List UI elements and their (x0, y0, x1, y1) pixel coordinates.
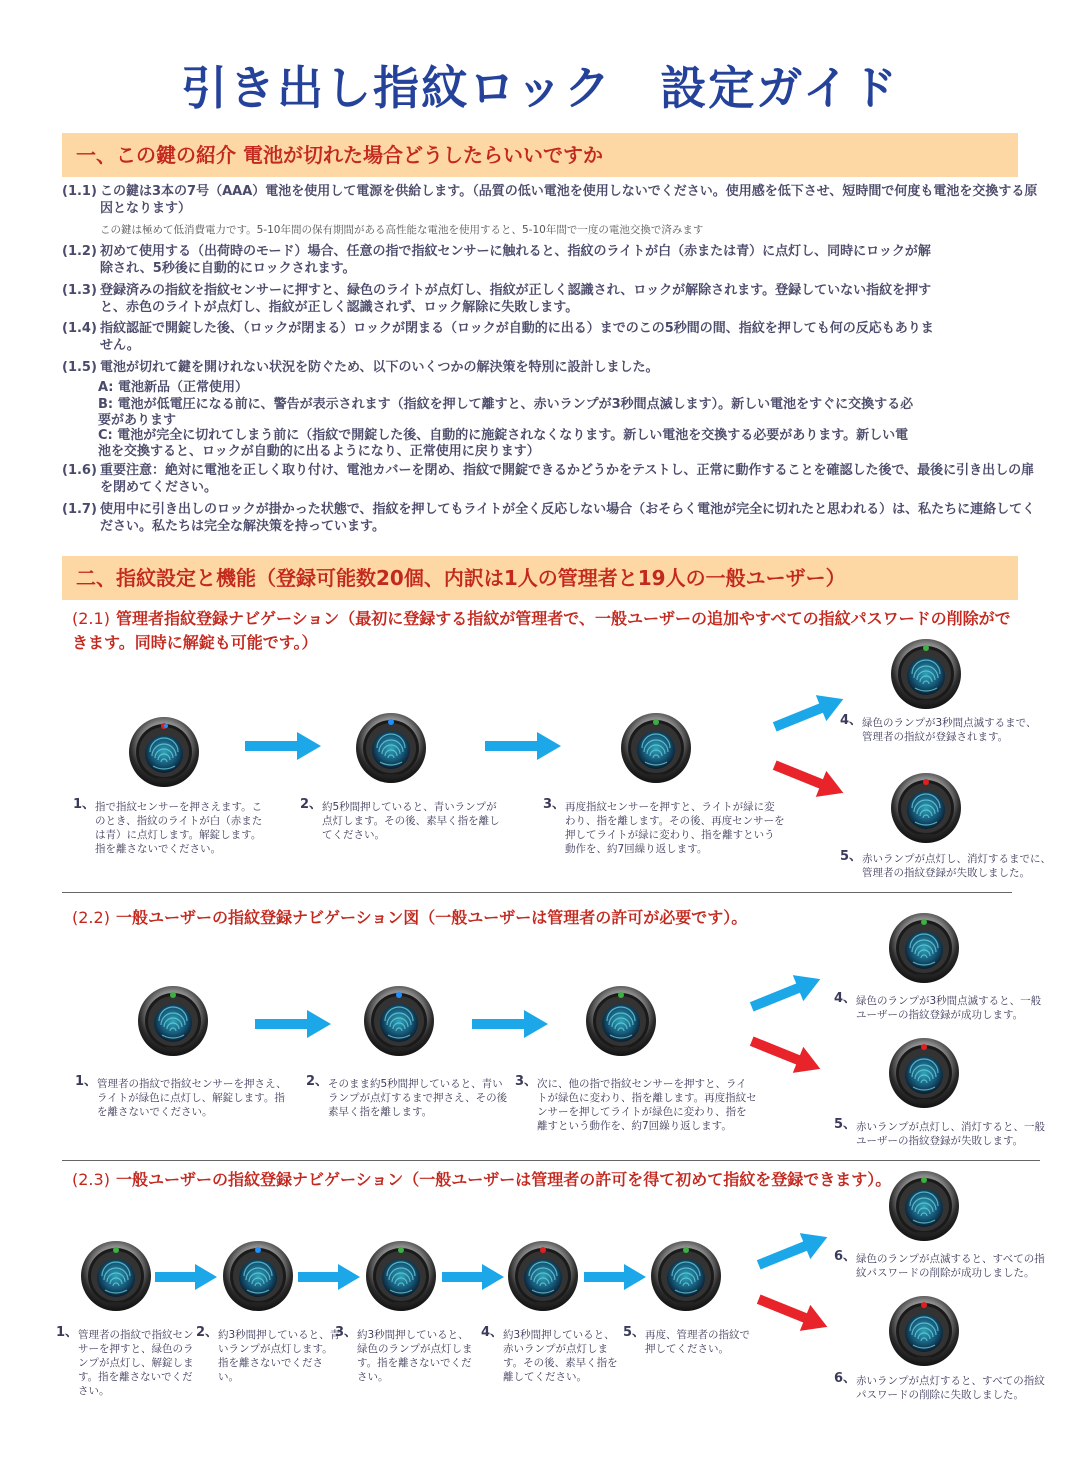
item-1-1: (1.1) この鍵は3本の7号（AAA）電池を使用して電源を供給します。（品質の低い電池を使用しないでください。使用感を低下させ、短時間で何度も電池を交換する原因となります） (62, 184, 1038, 216)
step-2-2-3: 3、 次に、他の指で指紋センサーを押すと、ライトが緑色に変わり、指を離します。再度指紋センサーを押してライトが緑色に変わり、指を離すという動作を、約7回繰り返します。 (515, 1074, 757, 1132)
fingerprint-button-icon (80, 1240, 152, 1312)
arrow-right-icon (745, 1032, 827, 1078)
arrow-right-icon (245, 732, 321, 760)
fingerprint-button-icon (365, 1240, 437, 1312)
page-title: 引き出し指紋ロック 設定ガイド (181, 61, 899, 115)
step-2-3-2: 2、 約3秒間押していると、青いランプが点灯します。指を離さないでください。 (196, 1325, 341, 1383)
arrow-right-icon (255, 1010, 331, 1038)
fingerprint-button-icon (890, 772, 962, 844)
step-2-3-4: 4、 約3秒間押していると、赤いランプが点灯します。その後、素早く指を離してください。 (481, 1325, 618, 1383)
subsection-2-2-title: (2.2) 一般ユーザーの指紋登録ナビゲーション図（一般ユーザーは管理者の許可が必要です）。 (72, 908, 748, 927)
arrow-right-icon (472, 1010, 548, 1038)
fingerprint-button-icon (650, 1240, 722, 1312)
fingerprint-button-icon (888, 912, 960, 984)
fingerprint-button-icon (888, 1170, 960, 1242)
step-2-1-2: 2、 約5秒間押していると、青いランプが点灯します。その後、素早く指を離してください。 (300, 797, 500, 841)
step-2-1-4: 4、 緑色のランプが3秒間点滅するまで、管理者の指紋が登録されます。 (840, 713, 1037, 743)
arrow-right-icon (752, 1290, 834, 1336)
divider (62, 892, 1012, 893)
fingerprint-button-icon (585, 985, 657, 1057)
fingerprint-button-icon (363, 985, 435, 1057)
step-2-2-2: 2、 そのまま約5秒間押していると、青いランプが点灯するまで押さえ、その後素早く指を離します。 (306, 1074, 508, 1118)
subsection-2-1-title: (2.1) 管理者指紋登録ナビゲーション（最初に登録する指紋が管理者で、一般ユーザーの追加やすべての指紋パスワードの削除ができます。同時に解錠も可能です。） (72, 609, 1011, 652)
fingerprint-button-icon (888, 1037, 960, 1109)
sub-b: B: 電池が低電圧になる前に、警告が表示されます（指紋を押して離すと、赤いランプが3秒間点滅します）。新しい電池をすぐに交換する必要があります (98, 397, 914, 428)
step-2-3-1: 1、 管理者の指紋で指紋センサーを押すと、緑色のランプが点灯し、解錠します。指を離さないでください。 (56, 1325, 194, 1397)
item-1-6: (1.6) 重要注意：絶対に電池を正しく取り付け、電池カバーを閉め、指紋で開錠できるかどうかをテストし、正常に動作することを確認した後で、最後に引き出しの扉を閉めてください。 (62, 463, 1035, 495)
step-2-3-6-success: 6、 緑色のランプが点滅すると、すべての指紋パスワードの削除が成功しました。 (834, 1249, 1045, 1279)
fingerprint-button-icon (620, 712, 692, 784)
subsection-2-3-title: (2.3) 一般ユーザーの指紋登録ナビゲーション（一般ユーザーは管理者の許可を得て初めて指紋を登録できます）。 (72, 1170, 892, 1189)
fingerprint-button-icon (222, 1240, 294, 1312)
step-2-2-5: 5、 赤いランプが点灯し、消灯すると、一般ユーザーの指紋登録が失敗します。 (834, 1117, 1045, 1147)
section2-heading: 二、指紋設定と機能（登録可能数20個、内訳は1人の管理者と19人の一般ユーザー） (62, 556, 1018, 600)
arrow-right-icon (155, 1264, 217, 1290)
arrow-right-icon (298, 1264, 360, 1290)
item-1-4: (1.4) 指紋認証で開錠した後、（ロックが閉まる）ロックが閉まる（ロックが自動的に出る）までのこの5秒間の間、指紋を押しても何の反応もありません。 (62, 321, 934, 353)
arrow-right-icon (485, 732, 561, 760)
step-2-1-3: 3、 再度指紋センサーを押すと、ライトが緑に変わり、指を離します。その後、再度センサーを押してライトが緑に変わり、指を離すという動作を、約7回繰り返します。 (543, 797, 785, 855)
arrow-right-icon (768, 690, 850, 736)
fingerprint-button-icon (507, 1240, 579, 1312)
sub-a: A: 電池新品（正常使用） (98, 380, 249, 395)
arrow-right-icon (584, 1264, 646, 1290)
item-1-2: (1.2) 初めて使用する（出荷時のモード）場合、任意の指で指紋センサーに触れると、指紋のライトが白（赤または青）に点灯し、同時にロックが解除され、5秒後に自動的にロックされます。 (62, 244, 931, 276)
step-2-3-5: 5、 再度、管理者の指紋で押してください。 (623, 1325, 750, 1355)
arrow-right-icon (442, 1264, 504, 1290)
fingerprint-button-icon (355, 712, 427, 784)
section1-heading: 一、この鍵の紹介 電池が切れた場合どうしたらいいですか (62, 133, 1018, 177)
battery-note: この鍵は極めて低消費電力です。5-10年間の保有期間がある高性能な電池を使用すると、5-10年間で一度の電池交換で済みます (100, 224, 704, 236)
fingerprint-button-icon (137, 985, 209, 1057)
step-2-3-6-failure: 6、 赤いランプが点灯すると、すべての指紋パスワードの削除に失敗しました。 (834, 1371, 1045, 1401)
sub-c: C: 電池が完全に切れてしまう前に（指紋で開錠した後、自動的に施錠されなくなります。新しい電池を交換する必要があります。新しい電池を交換すると、ロックが自動的に出るようになり、正常使用に戻ります） (98, 428, 909, 459)
step-2-2-1: 1、 管理者の指紋で指紋センサーを押さえ、ライトが緑色に点灯し、解錠します。指を離さないでください。 (75, 1074, 287, 1118)
item-1-5: (1.5) 電池が切れて鍵を開けれない状況を防ぐため、以下のいくつかの解決策を特別に設計しました。 (62, 360, 659, 375)
fingerprint-button-icon (128, 716, 200, 788)
fingerprint-button-icon (888, 1295, 960, 1367)
divider (62, 1160, 1040, 1161)
step-2-1-5: 5、 赤いランプが点灯し、消灯するまでに、管理者の指紋登録が失敗しました。 (840, 849, 1051, 879)
arrow-right-icon (745, 970, 827, 1016)
step-2-2-4: 4、 緑色のランプが3秒間点滅すると、一般ユーザーの指紋登録が成功します。 (834, 991, 1042, 1021)
arrow-right-icon (752, 1228, 834, 1274)
step-2-3-3: 3、 約3秒間押していると、緑色のランプが点灯します。指を離さないでください。 (335, 1325, 473, 1383)
item-1-7: (1.7) 使用中に引き出しのロックが掛かった状態で、指紋を押してもライトが全く反応しない場合（おそらく電池が完全に切れたと思われる）は、私たちに連絡してください。私たちは完全な解決策を持っています。 (62, 502, 1036, 534)
item-1-3: (1.3) 登録済みの指紋を指紋センサーに押すと、緑色のライトが点灯し、指紋が正しく認識され、ロックが解除されます。登録していない指紋を押すと、赤色のライトが点灯し、指紋が正しく認識されず、ロック解除に失敗します。 (62, 283, 932, 315)
arrow-right-icon (768, 756, 850, 802)
step-2-1-1: 1、 指で指紋センサーを押さえます。このとき、指紋のライトが白（赤または青）に点灯します。解錠します。指を離さないでください。 (73, 797, 263, 855)
fingerprint-button-icon (890, 638, 962, 710)
